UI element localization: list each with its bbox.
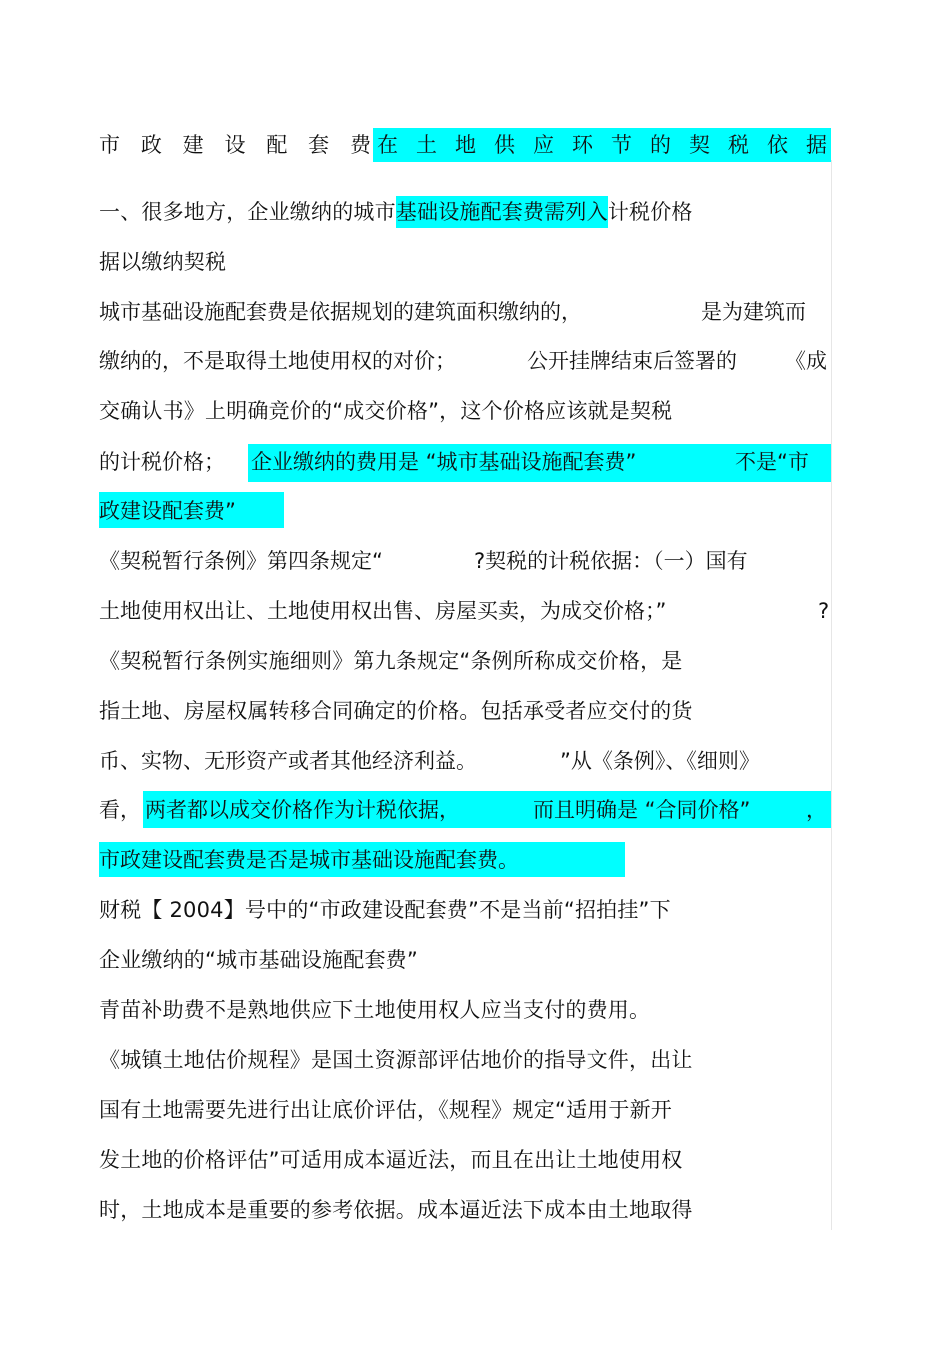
heading-highlight: 基础设施配套费需列入 bbox=[396, 196, 608, 228]
body-line: 国有土地需要先进行出让底价评估，《规程》规定“适用于新开 bbox=[99, 1098, 672, 1122]
body-line: 城市基础设施配套费是依据规划的建筑面积缴纳的， bbox=[99, 300, 582, 324]
title-char: 供 bbox=[494, 133, 515, 157]
title-char: 配 bbox=[266, 133, 288, 157]
title-char: 费 bbox=[349, 133, 371, 157]
body-line: 财税【 2004】号中的“市政建设配套费”不是当前“招拍挂”下 bbox=[99, 898, 671, 922]
title-char: 设 bbox=[224, 133, 246, 157]
title-char: 政 bbox=[140, 133, 162, 157]
heading-suffix: 计税价格 bbox=[607, 200, 693, 224]
body-line: 市政建设配套费是否是城市基础设施配套费。 bbox=[99, 848, 519, 872]
title-char: 的 bbox=[650, 133, 671, 157]
body-line: 发土地的价格评估”可适用成本逼近法，而且在出让土地使用权 bbox=[99, 1148, 683, 1172]
body-line: 不是“市 bbox=[735, 450, 809, 474]
heading-prefix: 一、很多地方，企业缴纳的城市 bbox=[99, 200, 396, 224]
body-line: 缴纳的，不是取得土地使用权的对价； bbox=[99, 349, 456, 373]
title-char: 套 bbox=[308, 133, 330, 157]
body-line: 公开挂牌结束后签署的 bbox=[527, 349, 737, 373]
body-line: 据以缴纳契税 bbox=[99, 250, 227, 274]
body-line: 企业缴纳的“城市基础设施配套费” bbox=[99, 948, 418, 972]
title-char: 环 bbox=[572, 133, 593, 157]
body-line: 是为建筑而 bbox=[701, 300, 806, 324]
body-line: 青苗补助费不是熟地供应下土地使用权人应当支付的费用。 bbox=[99, 998, 651, 1022]
body-line: ?契税的计税依据：（一）国有 bbox=[474, 549, 748, 573]
page-edge-rule bbox=[831, 160, 832, 1230]
section-heading bbox=[99, 195, 693, 229]
body-line: 《成 bbox=[785, 349, 827, 373]
title-char: 节 bbox=[611, 133, 632, 157]
title-char: 在 bbox=[377, 133, 398, 157]
body-line: 时，土地成本是重要的参考依据。成本逼近法下成本由土地取得 bbox=[99, 1198, 693, 1222]
body-line: 指土地、房屋权属转移合同确定的价格。包括承受者应交付的货 bbox=[99, 699, 693, 723]
title-char: 建 bbox=[182, 133, 204, 157]
body-line: 的计税价格； bbox=[99, 450, 225, 474]
title-part-2-highlighted bbox=[373, 128, 831, 162]
body-line: ”从《条例》、《细则》 bbox=[560, 749, 760, 773]
body-line: 《契税暂行条例》第四条规定“ bbox=[99, 549, 383, 573]
title-char: 依 bbox=[767, 133, 788, 157]
title-char: 土 bbox=[416, 133, 437, 157]
title-char: 地 bbox=[455, 133, 476, 157]
title-char: 税 bbox=[728, 133, 749, 157]
body-line: ， bbox=[806, 798, 827, 822]
body-line: 币、实物、无形资产或者其他经济利益。 bbox=[99, 749, 477, 773]
title-char: 应 bbox=[533, 133, 554, 157]
body-line: 看， bbox=[99, 798, 141, 822]
body-line: 《契税暂行条例实施细则》第九条规定“条例所称成交价格，是 bbox=[99, 649, 683, 673]
body-line: ? bbox=[818, 599, 830, 623]
body-line: 《城镇土地估价规程》是国土资源部评估地价的指导文件，出让 bbox=[99, 1048, 693, 1072]
body-line: 土地使用权出让、土地使用权出售、房屋买卖，为成交价格；” bbox=[99, 599, 667, 623]
title-part-1 bbox=[99, 128, 371, 162]
body-line: 政建设配套费” bbox=[99, 499, 236, 523]
body-line: 交确认书》上明确竞价的“成交价格”，这个价格应该就是契税 bbox=[99, 399, 673, 423]
title-char: 市 bbox=[99, 133, 120, 157]
body-line: 两者都以成交价格作为计税依据， bbox=[145, 798, 460, 822]
title-char: 契 bbox=[689, 133, 710, 157]
title-char: 据 bbox=[806, 133, 827, 157]
body-line: 企业缴纳的费用是 “城市基础设施配套费” bbox=[251, 450, 637, 474]
body-line: 而且明确是 “合同价格” bbox=[533, 798, 751, 822]
